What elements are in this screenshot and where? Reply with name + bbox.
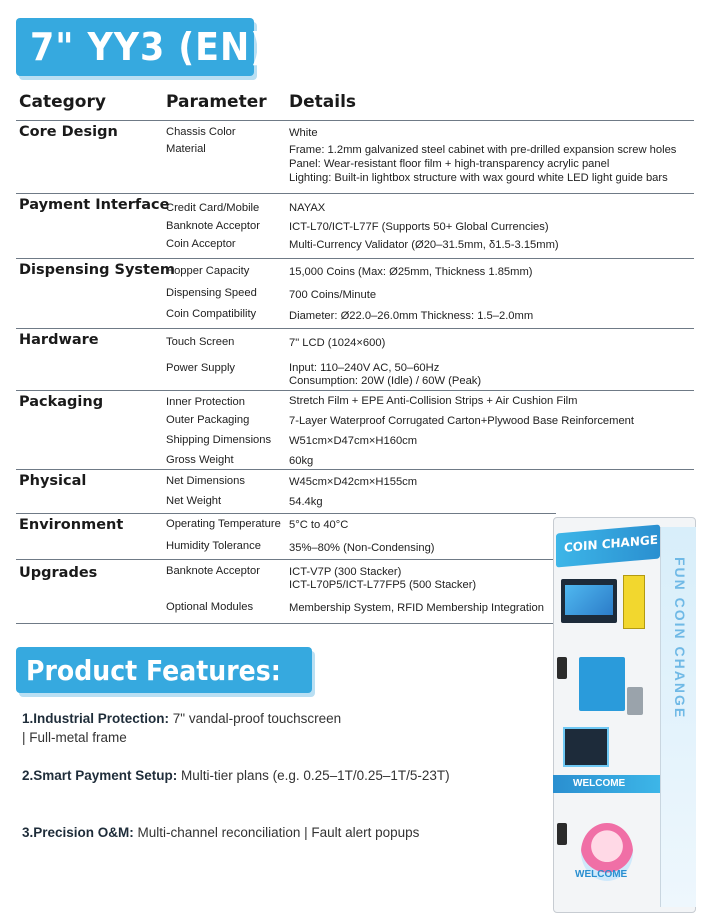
kiosk-welcome-text: WELCOME: [573, 778, 626, 789]
detail-text: Frame: 1.2mm galvanized steel cabinet with pre-drilled expansion screw holes: [289, 144, 677, 156]
param-label: Dispensing Speed: [166, 287, 257, 299]
kiosk-info-panel: [579, 657, 625, 711]
detail-text: White: [289, 127, 318, 139]
feature-item: [22, 709, 341, 747]
detail-text: Input: 110–240V AC, 50–60Hz: [289, 362, 440, 374]
detail-text: Consumption: 20W (Idle) / 60W (Peak): [289, 375, 482, 387]
kiosk-welcome-text: WELCOME: [575, 869, 628, 880]
detail-text: 35%–80% (Non-Condensing): [289, 542, 435, 554]
feature-text: Multi-tier plans (e.g. 0.25–1T/0.25–1T/5-23T): [177, 768, 450, 783]
param-label: Hopper Capacity: [166, 265, 250, 277]
param-label: Shipping Dimensions: [166, 434, 272, 446]
spec-row-environment: [16, 513, 556, 559]
detail-text: 54.4kg: [289, 496, 323, 508]
spec-row-packaging: [16, 390, 694, 470]
param-label: Operating Temperature: [166, 518, 281, 530]
detail-text: 7" LCD (1024×600): [289, 337, 386, 349]
spec-row-upgrades: [16, 559, 556, 623]
spec-row-physical: [16, 469, 694, 513]
param-label: Power Supply: [166, 362, 236, 374]
header-details: Details: [289, 92, 357, 112]
detail-text: Multi-Currency Validator (Ø20–31.5mm, δ1.5-3.15mm): [289, 239, 559, 251]
param-label: Net Weight: [166, 495, 222, 507]
features-title: Product Features:: [26, 653, 281, 687]
kiosk-welcome-bar: [553, 775, 660, 793]
param-label: Optional Modules: [166, 601, 254, 613]
kiosk-side-text: FUN COIN CHANGE: [672, 557, 688, 720]
page-title: 7" YY3 (EN): [30, 25, 268, 69]
feature-text: | Full-metal frame: [22, 730, 127, 745]
param-label: Touch Screen: [166, 336, 235, 348]
category-label: Upgrades: [19, 565, 98, 581]
category-label: Dispensing System: [19, 262, 175, 278]
detail-text: 15,000 Coins (Max: Ø25mm, Thickness 1.85mm): [289, 266, 533, 278]
param-label: Humidity Tolerance: [166, 540, 261, 552]
param-label: Coin Compatibility: [166, 308, 257, 320]
param-label: Outer Packaging: [166, 414, 250, 426]
detail-text: Diameter: Ø22.0–26.0mm Thickness: 1.5–2.0mm: [289, 310, 534, 322]
spec-row-payment-interface: [16, 193, 694, 257]
kiosk-coin-acceptor: [627, 687, 643, 715]
feature-label: 2.Smart Payment Setup:: [22, 768, 178, 783]
features-banner: [16, 647, 312, 693]
spec-row-core-design: [16, 120, 694, 192]
detail-text: Lighting: Built-in lightbox structure with wax gourd white LED light guide bars: [289, 172, 668, 184]
kiosk-product-image: [553, 517, 696, 913]
param-label: Coin Acceptor: [166, 238, 236, 250]
kiosk-banknote-acceptor: [623, 575, 645, 629]
category-label: Physical: [19, 473, 87, 489]
detail-text: W51cm×D47cm×H160cm: [289, 435, 418, 447]
feature-item: [22, 766, 450, 785]
header-category: Category: [19, 92, 106, 112]
param-label: Credit Card/Mobile: [166, 202, 260, 214]
kiosk-slot: [557, 823, 567, 845]
detail-text: 5°C to 40°C: [289, 519, 349, 531]
spec-row-hardware: [16, 328, 694, 390]
detail-text: Panel: Wear-resistant floor film + high-transparency acrylic panel: [289, 158, 610, 170]
category-label: Environment: [19, 517, 124, 533]
kiosk-lower-screen: [563, 727, 609, 767]
feature-item: [22, 823, 419, 842]
param-label: Chassis Color: [166, 126, 236, 138]
title-banner: [16, 18, 268, 76]
param-label: Material: [166, 143, 206, 155]
detail-text: ICT-L70P5/ICT-L77FP5 (500 Stacker): [289, 579, 477, 591]
detail-text: 700 Coins/Minute: [289, 289, 377, 301]
detail-text: Stretch Film + EPE Anti-Collision Strips + Air Cushion Film: [289, 395, 578, 407]
param-label: Gross Weight: [166, 454, 234, 466]
param-label: Banknote Acceptor: [166, 220, 260, 232]
kiosk-slot: [557, 657, 567, 679]
detail-text: ICT-L70/ICT-L77F (Supports 50+ Global Currencies): [289, 221, 549, 233]
feature-label: 1.Industrial Protection:: [22, 711, 170, 726]
feature-text: Multi-channel reconciliation | Fault alert popups: [133, 825, 420, 840]
spec-row-dispensing-system: [16, 258, 694, 328]
detail-text: 7-Layer Waterproof Corrugated Carton+Plywood Base Reinforcement: [289, 415, 635, 427]
category-label: Packaging: [19, 394, 104, 410]
category-label: Hardware: [19, 332, 99, 348]
detail-text: W45cm×D42cm×H155cm: [289, 476, 418, 488]
detail-text: Membership System, RFID Membership Integration: [289, 602, 544, 614]
detail-text: 60kg: [289, 455, 314, 467]
header-parameter: Parameter: [166, 92, 267, 112]
param-label: Inner Protection: [166, 396, 245, 408]
kiosk-touchscreen: [561, 579, 617, 623]
param-label: Banknote Acceptor: [166, 565, 260, 577]
detail-text: NAYAX: [289, 202, 326, 214]
category-label: Core Design: [19, 124, 118, 140]
param-label: Net Dimensions: [166, 475, 245, 487]
feature-label: 3.Precision O&M:: [22, 825, 134, 840]
feature-text: 7" vandal-proof touchscreen: [169, 711, 342, 726]
detail-text: ICT-V7P (300 Stacker): [289, 566, 402, 578]
category-label: Payment Interface: [19, 197, 170, 213]
kiosk-sign-text: COIN CHANGE: [564, 532, 658, 555]
